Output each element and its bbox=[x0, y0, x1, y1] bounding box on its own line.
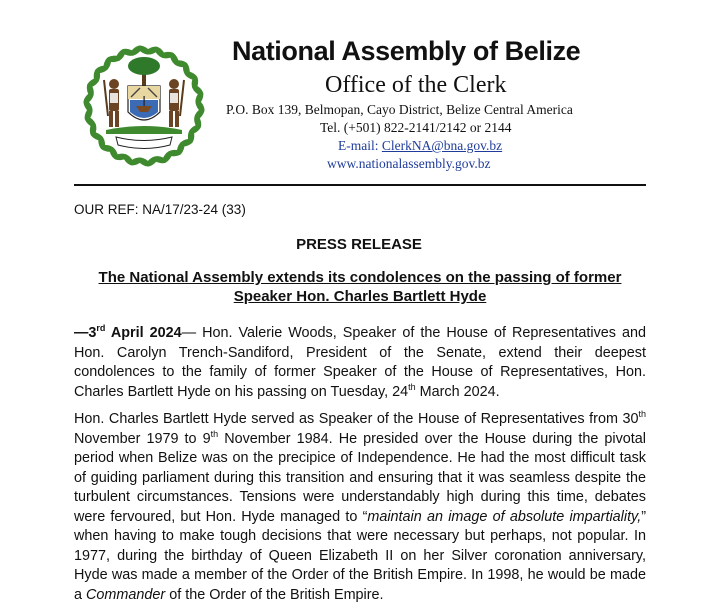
header-divider bbox=[74, 184, 646, 186]
impartiality-quote: maintain an image of absolute impartiality, bbox=[367, 508, 642, 525]
office-name: Office of the Clerk bbox=[325, 72, 507, 98]
paragraph-1: —3rd April 2024— Hon. Valerie Woods, Speaker of the House of Representatives and Hon. Carolyn Trench-Sandiford, President of the Senate, extend their deepest condolences to the family of former Speaker of the House of Representatives, Hon. Charles Bartlett Hyde on his passing on Tuesday, 24th March 2024. bbox=[74, 323, 646, 400]
website-link[interactable]: www.nationalassembly.gov.bz bbox=[327, 156, 491, 171]
belize-coat-of-arms-icon bbox=[78, 40, 210, 172]
email-line bbox=[338, 138, 502, 154]
postal-address: P.O. Box 139, Belmopan, Cayo District, Belize Central America bbox=[226, 102, 573, 117]
telephone: Tel. (+501) 822-2141/2142 or 2144 bbox=[320, 120, 512, 135]
headline: The National Assembly extends its condolences on the passing of former Speaker Hon. Charles Bartlett Hyde bbox=[98, 269, 622, 305]
date-line: —3rd April 2024 bbox=[74, 323, 182, 341]
email-link[interactable]: ClerkNA@bna.gov.bz bbox=[381, 138, 503, 153]
assembly-name: National Assembly of Belize bbox=[232, 36, 581, 66]
email-label: E-mail: bbox=[338, 138, 382, 153]
commander-title: Commander bbox=[86, 586, 166, 603]
reference-number: OUR REF: NA/17/23-24 (33) bbox=[74, 202, 246, 217]
press-release-heading: PRESS RELEASE bbox=[296, 236, 422, 253]
paragraph-2: Hon. Charles Bartlett Hyde served as Speaker of the House of Representatives from 30th November 1979 to 9th November 1984. He presided over the House during the pivotal period when Belize was on the precipice of Independence. He had the most difficult task of guiding parliament during this transition and ensuring that it was seamless despite the turbulent circumstances. Tensions were understandably high during this time, debates were fervoured, but Hon. Hyde managed to “maintain an image of absolute impartiality,” when having to make tough decisions that were necessary but perhaps, not popular. In 1977, during the birthday of Queen Elizabeth II on her Silver coronation anniversary, Hyde was made a member of the Order of the British Empire. In 1998, he would be made a Commander of the Order of the British Empire. bbox=[74, 409, 646, 603]
